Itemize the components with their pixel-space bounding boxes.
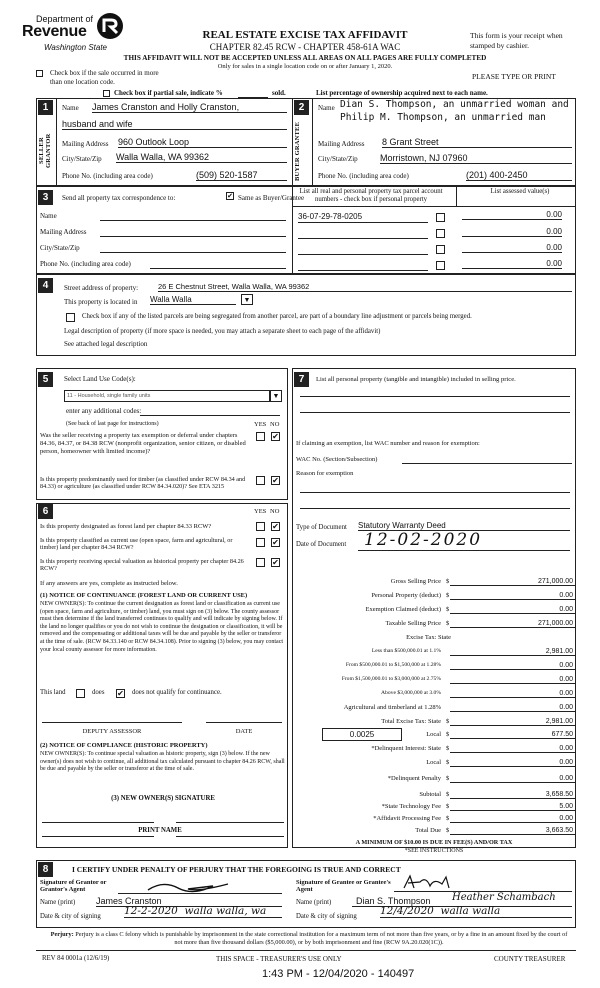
grantee-name-field[interactable]: Dian S. Thompson: [352, 896, 572, 907]
buyer-mail-label: Mailing Address: [318, 140, 365, 148]
s3-mail-label: Mailing Address: [40, 228, 87, 236]
section-2-number: 2: [294, 100, 309, 115]
multi-location-checkbox[interactable]: [36, 70, 43, 77]
personal-field[interactable]: 0.00: [450, 592, 575, 600]
s5-q2: Is this property predominantly used for timber (as classified under RCW 84.34 and 84.33) or agriculture (as classified under RCW 84.34.020)? See ETA 3215: [40, 476, 246, 490]
s6-q3: Is this property receiving special valuation as historical property per chapter 84.26 RCW?: [40, 558, 244, 572]
grantee-signature-mark: [394, 874, 494, 892]
parcel-1-personal-checkbox[interactable]: [436, 213, 445, 222]
county-dropdown-icon[interactable]: ▼: [241, 294, 253, 305]
parcel-2-personal-checkbox[interactable]: [436, 229, 445, 238]
tier2-label: From $500,000.01 to $1,500,000 at 1.28%: [345, 662, 441, 668]
tier3-field[interactable]: 0.00: [450, 676, 575, 684]
tier1-field[interactable]: 2,981.00: [450, 648, 575, 656]
s5-yes-header: YES: [254, 421, 267, 428]
grantor-signature[interactable]: [118, 878, 282, 894]
s6-q3-no[interactable]: ✔: [272, 558, 279, 567]
this-land-label: This land: [40, 689, 66, 696]
s6-no-header: NO: [270, 508, 280, 515]
seller-city-field[interactable]: Walla Walla, WA 99362: [116, 152, 287, 163]
section-8-number: 8: [38, 862, 53, 877]
buyer-side-label: BUYER GRANTEE: [294, 121, 301, 181]
form-title: REAL ESTATE EXCISE TAX AFFIDAVIT: [202, 29, 408, 41]
s6-q1-no[interactable]: ✔: [272, 522, 279, 531]
land-does-checkbox[interactable]: [76, 689, 85, 698]
s5-q1-yes[interactable]: [256, 432, 265, 441]
parcel-3-personal-checkbox[interactable]: [436, 245, 445, 254]
grantee-date-label: Date & city of signing: [296, 913, 357, 920]
section-1-number: 1: [38, 100, 53, 115]
section-6-number: 6: [38, 504, 53, 519]
revenue-logo-icon: [96, 12, 124, 40]
s6-q2-no[interactable]: ✔: [272, 538, 279, 547]
doc-date-field[interactable]: 12-02-2020: [358, 530, 570, 551]
tier2-field[interactable]: 0.00: [450, 662, 575, 670]
local-field[interactable]: 677.50: [450, 731, 575, 739]
s6-q3-yes[interactable]: [256, 558, 265, 567]
s6-q2: Is this property classified as current use (open space, farm and agricultural, or timber) land per chapter 84.34 RCW?: [40, 537, 233, 551]
parcel-3[interactable]: [298, 244, 428, 255]
sold-label: sold.: [272, 89, 286, 97]
total-due-field[interactable]: 3,663.50: [450, 827, 575, 835]
partial-sale-checkbox[interactable]: [103, 90, 110, 97]
perjury-text: Perjury is a class C felony which is punishable by imprisonment in the state correctional institution for a maximum term of not more than five years, or by a fine in an amount fixed by the court of not more than five thousand dollars ($5,000.00), or by both imprisonment and fine (RCW 9A.20.020(1C)).: [75, 931, 568, 946]
seller-side-label: SELLER GRANTOR: [38, 133, 52, 169]
seller-name-label: Name: [62, 104, 79, 112]
grantor-signature-mark: [118, 878, 248, 894]
s5-q2-yes[interactable]: [256, 476, 265, 485]
delinq-int-local-field[interactable]: 0.00: [450, 759, 575, 767]
delinq-int-local-label: Local: [426, 759, 441, 766]
doc-type-label: Type of Document: [296, 524, 347, 531]
notice-1-title: (1) NOTICE OF CONTINUANCE (FOREST LAND OR CURRENT USE): [40, 592, 248, 599]
exempt-field[interactable]: 0.00: [450, 606, 575, 614]
land-use-label: Select Land Use Code(s):: [64, 375, 136, 383]
total-state-label: Total Excise Tax: State: [381, 718, 441, 725]
tier1-label: Less than $500,000.01 at 1.1%: [371, 648, 441, 654]
s5-q1-no[interactable]: ✔: [272, 432, 279, 441]
gross-label: Gross Selling Price: [390, 578, 441, 585]
parcel-1[interactable]: 36-07-29-78-0205: [298, 212, 428, 223]
certify-text: I CERTIFY UNDER PENALTY OF PERJURY THAT THE FOREGOING IS TRUE AND CORRECT: [72, 865, 401, 874]
land-use-select[interactable]: 11 - Household, single family units: [64, 390, 270, 402]
located-in-label: This property is located in: [64, 298, 138, 306]
doc-type-field[interactable]: Statutory Warranty Deed: [358, 521, 570, 531]
wac-label: WAC No. (Section/Subsection): [296, 456, 378, 463]
see-instructions: *SEE INSTRUCTIONS: [404, 848, 464, 854]
buyer-name-field[interactable]: Dian S. Thompson, an unmarried woman and Philip M. Thompson, an unmarried man: [340, 99, 569, 123]
subtotal-label: Subtotal: [419, 791, 441, 798]
warning-text: THIS AFFIDAVIT WILL NOT BE ACCEPTED UNLESS ALL AREAS ON ALL PAGES ARE FULLY COMPLETED: [123, 54, 487, 62]
dor-logo: [22, 12, 132, 54]
local-label: Local: [426, 731, 441, 738]
sig-grantor-label: Signature of Grantor or Grantor's Agent: [40, 879, 107, 893]
excise-state-label: Excise Tax: State: [406, 634, 451, 641]
seller-phone-label: Phone No. (including area code): [62, 172, 153, 180]
assessed-2[interactable]: 0.00: [462, 227, 562, 237]
parcel-4-personal-checkbox[interactable]: [436, 261, 445, 270]
treasurer-stamp: 1:43 PM - 12/04/2020 - 140497: [262, 968, 415, 980]
s3-phone-label: Phone No. (including area code): [40, 260, 131, 268]
tier4-label: Above $3,000,000 at 3.0%: [381, 690, 441, 696]
seller-mail-label: Mailing Address: [62, 140, 109, 148]
single-location-note: Only for sales in a single location code on or after January 1, 2020.: [217, 63, 393, 70]
ownership-pct-label: List percentage of ownership acquired next to each name.: [316, 89, 488, 97]
buyer-mail-field[interactable]: 8 Grant Street: [382, 137, 572, 148]
parcel-header: List all real and personal property tax parcel account numbers - check box if personal property: [299, 188, 443, 203]
segregated-label: Check box if any of the listed parcels are being segregated from another parcel, are part of a boundary line adjustment or parcels being merged.: [82, 313, 472, 320]
gross-field[interactable]: 271,000.00: [450, 578, 575, 586]
parcel-2[interactable]: [298, 228, 428, 239]
grantor-name-label: Name (print): [40, 899, 76, 906]
affidavit-fee-field[interactable]: 0.00: [450, 815, 575, 823]
send-correspondence-label: Send all property tax correspondence to:: [62, 194, 176, 202]
delinq-int-state-label: *Delinquent Interest: State: [371, 745, 441, 752]
grantor-date-city-field[interactable]: 12-2-2020 walla walla, wa: [124, 905, 282, 918]
treasurer-use-only: THIS SPACE - TREASURER'S USE ONLY: [216, 955, 342, 963]
taxable-field[interactable]: 271,000.00: [450, 620, 575, 628]
notice-3-title: (3) NEW OWNER(S) SIGNATURE: [111, 795, 215, 802]
subtotal-field[interactable]: 3,658.50: [450, 791, 575, 799]
buyer-name-label: Name: [318, 104, 335, 112]
seller-name-field-2[interactable]: husband and wife: [62, 119, 287, 130]
s3-name-label: Name: [40, 212, 57, 220]
street-field[interactable]: 26 E Chestnut Street, Walla Walla, WA 99362: [158, 282, 572, 292]
section-4-number: 4: [38, 278, 53, 293]
notice-2-body: NEW OWNER(S): To continue special valuation as historic property, sign (3) below. If the new owner(s) does not wish to continue, all additional tax calculated pursuant to chapter 84.26 RCW, shall be due and payable by the seller or transferor at the time of sale.: [40, 751, 285, 773]
reason-label: Reason for exemption: [296, 470, 354, 477]
logo-main: Revenue: [22, 23, 87, 40]
land-does-label: does: [92, 689, 105, 696]
buyer-phone-field[interactable]: (201) 400-2450: [466, 170, 572, 181]
assessed-3[interactable]: 0.00: [462, 243, 562, 253]
s6-q1: Is this property designated as forest land per chapter 84.33 RCW?: [40, 523, 212, 530]
if-yes-note: If any answers are yes, complete as instructed below.: [40, 580, 178, 587]
s6-q2-yes[interactable]: [256, 538, 265, 547]
county-treasurer-label: COUNTY TREASURER: [494, 955, 566, 963]
same-as-buyer-checkbox[interactable]: ✔: [227, 192, 233, 200]
deputy-date-label: DATE: [235, 728, 253, 735]
legal-desc-field[interactable]: See attached legal description: [64, 340, 148, 348]
logo-top: Department of: [36, 14, 94, 24]
partial-sale-label: Check box if partial sale, indicate %: [114, 89, 223, 97]
perjury-notice: [46, 931, 572, 947]
sig-grantee-label: Signature of Grantee or Grantee's Agent: [296, 879, 391, 893]
form-id: REV 84 0001a (12/6/19): [42, 955, 110, 962]
section-3-number: 3: [38, 190, 53, 205]
perjury-label: Perjury:: [50, 931, 74, 938]
notice-2-title: (2) NOTICE OF COMPLIANCE (HISTORIC PROPERTY): [40, 742, 208, 749]
grantor-date-label: Date & city of signing: [40, 913, 101, 920]
grantee-name-label: Name (print): [296, 899, 332, 906]
street-label: Street address of property:: [64, 284, 139, 292]
s6-q1-yes[interactable]: [256, 522, 265, 531]
see-back-label: (See back of last page for instructions): [66, 421, 159, 427]
personal-label: Personal Property (deduct): [371, 592, 441, 599]
additional-codes-label: enter any additional codes:: [66, 407, 142, 415]
delinq-pen-label: *Delinquent Penalty: [387, 775, 441, 782]
ag-label: Agricultural and timberland at 1.28%: [343, 704, 441, 711]
grantee-signature[interactable]: [394, 874, 572, 892]
tier3-label: From $1,500,000.01 to $3,000,000 at 2.75%: [341, 676, 441, 682]
land-use-dropdown-icon[interactable]: ▼: [270, 390, 282, 402]
grantee-name-handwritten: Heather Schambach: [452, 892, 556, 903]
taxable-label: Taxable Selling Price: [385, 620, 441, 627]
tier4-field[interactable]: 0.00: [450, 690, 575, 698]
type-or-print: PLEASE TYPE OR PRINT: [472, 72, 556, 81]
section-7-number: 7: [294, 372, 309, 387]
grantee-date-city-field[interactable]: 12/4/2020 walla walla: [380, 905, 572, 918]
tech-fee-label: *State Technology Fee: [381, 803, 441, 810]
delinq-int-state-field[interactable]: 0.00: [450, 745, 575, 753]
affidavit-fee-label: *Affidavit Processing Fee: [373, 815, 441, 822]
minimum-note: A MINIMUM OF $10.00 IS DUE IN FEE(S) AND/OR TAX: [355, 839, 513, 846]
total-state-field[interactable]: 2,981.00: [450, 718, 575, 726]
s3-city-label: City/State/Zip: [40, 244, 80, 252]
buyer-city-label: City/State/Zip: [318, 155, 358, 163]
seller-name-field[interactable]: James Cranston and Holly Cranston,: [92, 102, 287, 113]
assessed-1[interactable]: 0.00: [462, 210, 562, 220]
seller-city-label: City/State/Zip: [62, 155, 102, 163]
s6-yes-header: YES: [254, 508, 267, 515]
doc-date-label: Date of Document: [296, 541, 347, 548]
local-rate-field[interactable]: 0.0025: [322, 728, 402, 741]
parcel-4[interactable]: [298, 260, 428, 271]
land-does-not-label: does not qualify for continuance.: [132, 689, 222, 696]
s5-q1: Was the seller receiving a property tax exemption or deferral under chapters 84.36, 84.37, or 84.38 RCW (nonprofit organization, senior citizen, or disabled person, homeowner with limited income)?: [40, 432, 246, 455]
deputy-assessor-label: DEPUTY ASSESSOR: [82, 728, 142, 735]
delinq-pen-field[interactable]: 0.00: [450, 775, 575, 783]
form-subtitle: CHAPTER 82.45 RCW - CHAPTER 458-61A WAC: [209, 42, 401, 52]
segregated-checkbox[interactable]: [66, 313, 75, 322]
assessed-4[interactable]: 0.00: [462, 259, 562, 269]
personal-property-heading: List all personal property (tangible and intangible) included in selling price.: [316, 376, 516, 383]
seller-mail-field[interactable]: 960 Outlook Loop: [118, 137, 287, 148]
s5-no-header: NO: [270, 421, 280, 428]
notice-1-body: NEW OWNER(S): To continue the current designation as forest land or classification as current use (open space, farm and agriculture, or timber) land, you must sign on (3) below. The county assessor must then determine if the land transferred continues to qualify and will indicate by signing below. If the land no longer qualifies or you do not wish to continue the designation or classification, it will be removed and the compensating or additional taxes will be due and payable by the seller or transferor at the time of sale. (RCW 84.33.140 or RCW 84.34.108). Prior to signing (3) below, you may contact your local county assessor for more information.: [40, 601, 284, 653]
exempt-label: Exemption Claimed (deduct): [365, 606, 441, 613]
ag-field[interactable]: 0.00: [450, 704, 575, 712]
land-does-not-checkbox[interactable]: ✔: [117, 689, 124, 698]
county-select[interactable]: Walla Walla: [150, 295, 236, 305]
multi-location-label: Check box if the sale occurred in more than one location code.: [50, 69, 159, 86]
assessed-header: List assessed value(s): [490, 188, 550, 195]
print-name-label: PRINT NAME: [138, 827, 182, 834]
section-5-number: 5: [38, 372, 53, 387]
exemption-label: If claiming an exemption, list WAC number and reason for exemption:: [296, 440, 480, 447]
grantor-name-field[interactable]: James Cranston: [96, 896, 282, 907]
buyer-phone-label: Phone No. (including area code): [318, 172, 409, 180]
receipt-note: This form is your receipt when stamped by cashier.: [470, 31, 563, 50]
total-due-label: Total Due: [415, 827, 441, 834]
buyer-city-field[interactable]: Morristown, NJ 07960: [380, 153, 572, 164]
seller-phone-field[interactable]: (509) 520-1587: [196, 170, 287, 181]
s5-q2-no[interactable]: ✔: [272, 476, 279, 485]
tech-fee-field[interactable]: 5.00: [450, 803, 575, 811]
same-as-buyer-label: Same as Buyer/Grantee: [238, 194, 305, 202]
logo-sub: Washington State: [44, 43, 108, 52]
legal-desc-label: Legal description of property (if more space is needed, you may attach a separate sheet to each page of the affidavit): [64, 328, 381, 335]
